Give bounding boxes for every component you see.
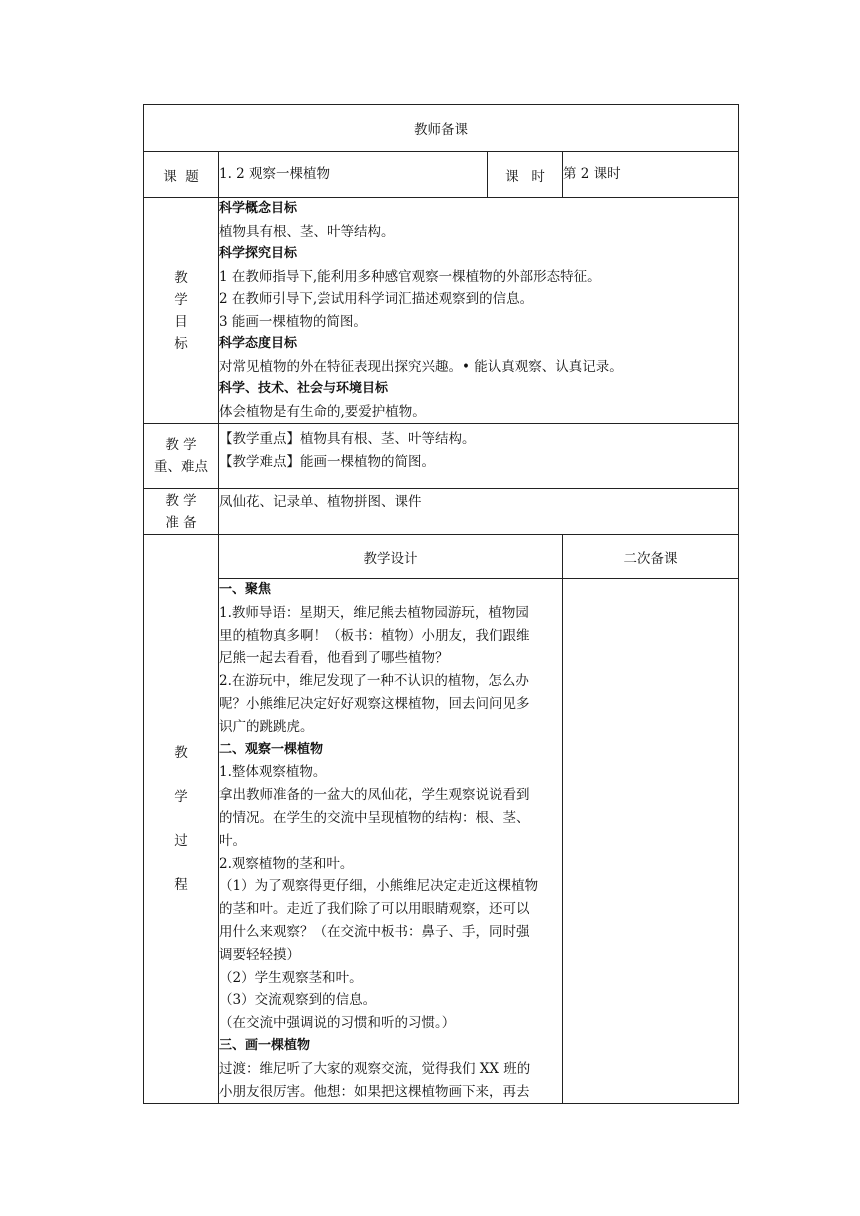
- process-line: 用什么来观察？（在交流中板书：鼻子、手，同时强: [219, 923, 530, 940]
- process-line: 2.观察植物的茎和叶。: [219, 855, 354, 872]
- process-label-char: 教: [174, 745, 188, 762]
- process-line: 里的植物真多啊！（板书：植物）小朋友，我们跟维: [219, 627, 530, 644]
- prep-label-line: 教 学: [165, 492, 197, 509]
- goals-label-char: 教: [174, 269, 188, 286]
- topic-row: [144, 152, 739, 198]
- goal-line: 对常见植物的外在特征表现出探究兴趣。• 能认真观察、认真记录。: [219, 358, 623, 375]
- process-line: （1）为了观察得更仔细，小熊维尼决定走近这棵植物: [219, 878, 539, 895]
- period-value: 第 2 课时: [563, 152, 739, 198]
- goals-content: [219, 198, 739, 424]
- process-line: 小朋友很厉害。他想：如果把这棵植物画下来，再去: [219, 1083, 530, 1100]
- goal-line: 科学、技术、社会与环境目标: [219, 381, 389, 396]
- goals-label-char: 标: [174, 335, 188, 352]
- key-point-line: 【教学重点】植物具有根、茎、叶等结构。: [219, 431, 476, 447]
- second-prep-header: 二次备课: [563, 535, 739, 579]
- header-row: [144, 105, 739, 152]
- process-line: 2.在游玩中，维尼发现了一种不认识的植物，怎么办: [219, 673, 529, 690]
- goal-line: 科学探究目标: [219, 246, 298, 261]
- key-points-row: [144, 424, 739, 489]
- process-header-row: [144, 535, 739, 579]
- key-points-content: [219, 424, 739, 489]
- goal-line: 2 在教师引导下,尝试用科学词汇描述观察到的信息。: [219, 291, 534, 307]
- process-line: 二、观察一棵植物: [219, 741, 324, 757]
- goal-line: 科学态度目标: [219, 336, 298, 351]
- goals-label-char: 目: [174, 313, 188, 330]
- goal-line: 科学概念目标: [219, 201, 298, 216]
- second-prep-content: [563, 579, 739, 1104]
- process-content-row: [144, 579, 739, 1104]
- design-header: 教学设计: [219, 535, 563, 579]
- lesson-plan-table: [143, 104, 739, 1104]
- process-line: 识广的跳跳虎。: [219, 718, 314, 735]
- goals-row: [144, 198, 739, 424]
- process-line: 的情况。在学生的交流中呈现植物的结构：根、茎、: [219, 809, 530, 826]
- prep-label: [144, 489, 219, 535]
- prep-label-line: 准 备: [165, 514, 197, 531]
- key-points-label-line: 重、难点: [154, 459, 208, 475]
- goal-line: 植物具有根、茎、叶等结构。: [219, 223, 395, 240]
- process-line: 三、画一棵植物: [219, 1037, 311, 1053]
- period-label: 课 时: [488, 152, 563, 198]
- process-line: 的茎和叶。走近了我们除了可以用眼睛观察，还可以: [219, 901, 530, 918]
- process-line: 调要轻轻摸）: [219, 946, 300, 963]
- process-line: 叶。: [219, 832, 246, 849]
- page-title: 教师备课: [144, 105, 739, 152]
- prep-row: [144, 489, 739, 535]
- process-line: 1.整体观察植物。: [219, 764, 327, 781]
- goals-label-char: 学: [174, 291, 188, 308]
- goal-line: 1 在教师指导下,能利用多种感官观察一棵植物的外部形态特征。: [219, 268, 601, 285]
- process-content: [219, 579, 563, 1104]
- key-point-line: 【教学难点】能画一棵植物的简图。: [219, 453, 435, 470]
- process-line: 呢？小熊维尼决定好好观察这棵植物，回去问问见多: [219, 695, 530, 712]
- goal-line: 体会植物是有生命的,要爱护植物。: [219, 403, 426, 420]
- process-line: 尼熊一起去看看，他看到了哪些植物？: [219, 650, 449, 667]
- key-points-label: [144, 424, 219, 489]
- process-label-char: 程: [174, 877, 188, 894]
- process-label-char: 学: [174, 789, 188, 806]
- process-line: 一、聚焦: [219, 582, 272, 597]
- process-line: （在交流中强调说的习惯和听的习惯。）: [219, 1015, 456, 1032]
- process-line: 拿出教师准备的一盆大的凤仙花，学生观察说说看到: [219, 787, 530, 804]
- topic-value: 1. 2 观察一棵植物: [219, 152, 488, 198]
- process-label: [144, 535, 219, 1104]
- process-line: 1.教师导语：星期天，维尼熊去植物园游玩，植物园: [219, 604, 529, 621]
- process-line: （3）交流观察到的信息。: [219, 992, 377, 1009]
- goals-label: [144, 198, 219, 424]
- key-points-label-line: 教 学: [165, 437, 197, 453]
- process-line: 过渡：维尼听了大家的观察交流，觉得我们 XX 班的: [219, 1060, 531, 1077]
- prep-value: 凤仙花、记录单、植物拼图、课件: [219, 489, 739, 535]
- process-label-char: 过: [174, 833, 188, 850]
- topic-label: 课 题: [144, 152, 219, 198]
- goal-line: 3 能画一棵植物的简图。: [219, 313, 367, 330]
- process-line: （2）学生观察茎和叶。: [219, 969, 363, 986]
